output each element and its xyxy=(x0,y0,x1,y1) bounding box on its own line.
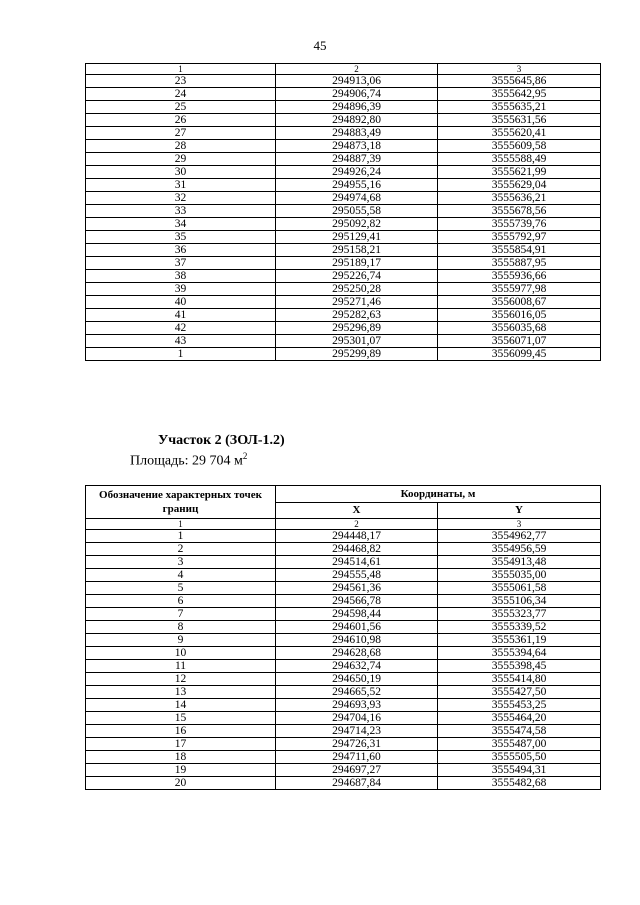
x-coordinate-cell: 294566,78 xyxy=(276,595,438,608)
x-coordinate-cell: 294711,60 xyxy=(276,751,438,764)
x-coordinate-cell: 294726,31 xyxy=(276,738,438,751)
point-number-cell: 14 xyxy=(86,699,276,712)
table-row xyxy=(86,218,601,231)
point-number-cell: 25 xyxy=(86,101,276,114)
y-coordinate-cell: 3554962,77 xyxy=(438,530,601,543)
x-coordinate-cell: 294926,24 xyxy=(276,166,438,179)
table-row xyxy=(86,764,601,777)
x-coordinate-cell: 295301,07 xyxy=(276,335,438,348)
y-coordinate-cell: 3555414,80 xyxy=(438,673,601,686)
x-coordinate-cell: 294883,49 xyxy=(276,127,438,140)
point-number-cell: 39 xyxy=(86,283,276,296)
point-number-cell: 15 xyxy=(86,712,276,725)
point-number-cell: 38 xyxy=(86,270,276,283)
point-number-cell: 30 xyxy=(86,166,276,179)
y-coordinate-cell: 3556099,45 xyxy=(438,348,601,361)
x-coordinate-cell: 295129,41 xyxy=(276,231,438,244)
point-number-cell: 19 xyxy=(86,764,276,777)
y-coordinate-cell: 3555106,34 xyxy=(438,595,601,608)
y-coordinate-cell: 3555339,52 xyxy=(438,621,601,634)
table-row xyxy=(86,712,601,725)
table-row xyxy=(86,777,601,790)
table-row xyxy=(86,738,601,751)
point-number-cell: 36 xyxy=(86,244,276,257)
table-row xyxy=(86,88,601,101)
table-row xyxy=(86,101,601,114)
point-number-cell: 9 xyxy=(86,634,276,647)
x-coordinate-cell: 294913,06 xyxy=(276,75,438,88)
y-coordinate-cell: 3555854,91 xyxy=(438,244,601,257)
table-row xyxy=(86,309,601,322)
table-row xyxy=(86,556,601,569)
point-number-cell: 23 xyxy=(86,75,276,88)
table-row xyxy=(86,569,601,582)
x-coordinate-cell: 294468,82 xyxy=(276,543,438,556)
x-coordinate-cell: 294650,19 xyxy=(276,673,438,686)
column-number-row xyxy=(86,64,601,75)
point-number-cell: 17 xyxy=(86,738,276,751)
x-coordinate-cell: 295299,89 xyxy=(276,348,438,361)
y-coordinate-cell: 3555936,66 xyxy=(438,270,601,283)
column-number: 2 xyxy=(276,64,438,75)
point-number-cell: 11 xyxy=(86,660,276,673)
page-number: 45 xyxy=(313,38,327,53)
table-row xyxy=(86,673,601,686)
point-number-cell: 37 xyxy=(86,257,276,270)
x-coordinate-cell: 295189,17 xyxy=(276,257,438,270)
table-row xyxy=(86,725,601,738)
y-coordinate-cell: 3555394,64 xyxy=(438,647,601,660)
table-row xyxy=(86,231,601,244)
x-coordinate-cell: 295271,46 xyxy=(276,296,438,309)
x-coordinate-cell: 294873,18 xyxy=(276,140,438,153)
table-row xyxy=(86,634,601,647)
table-row xyxy=(86,270,601,283)
x-coordinate-cell: 294628,68 xyxy=(276,647,438,660)
y-coordinate-cell: 3554956,59 xyxy=(438,543,601,556)
y-coordinate-cell: 3555620,41 xyxy=(438,127,601,140)
point-number-cell: 13 xyxy=(86,686,276,699)
x-coordinate-cell: 294448,17 xyxy=(276,530,438,543)
header-coordinates: Координаты, м xyxy=(276,486,601,503)
area-unit-superscript: 2 xyxy=(242,451,248,461)
section-area xyxy=(130,451,247,470)
x-coordinate-cell: 294598,44 xyxy=(276,608,438,621)
column-number: 1 xyxy=(86,64,276,75)
column-number: 1 xyxy=(86,519,276,530)
y-coordinate-cell: 3555464,20 xyxy=(438,712,601,725)
area-label: Площадь: 29 704 м xyxy=(130,453,243,469)
table-header-row xyxy=(86,486,601,503)
point-number-cell: 43 xyxy=(86,335,276,348)
table-row xyxy=(86,114,601,127)
point-number-cell: 12 xyxy=(86,673,276,686)
header-y: Y xyxy=(438,502,601,519)
table-row xyxy=(86,283,601,296)
y-coordinate-cell: 3555739,76 xyxy=(438,218,601,231)
column-number-row xyxy=(86,519,601,530)
x-coordinate-cell: 295296,89 xyxy=(276,322,438,335)
column-number: 3 xyxy=(438,519,601,530)
y-coordinate-cell: 3556035,68 xyxy=(438,322,601,335)
point-number-cell: 10 xyxy=(86,647,276,660)
y-coordinate-cell: 3555361,19 xyxy=(438,634,601,647)
header-points: Обозначение характерных точек границ xyxy=(86,486,276,519)
table-row xyxy=(86,140,601,153)
table-row xyxy=(86,335,601,348)
y-coordinate-cell: 3555505,50 xyxy=(438,751,601,764)
x-coordinate-cell: 295092,82 xyxy=(276,218,438,231)
x-coordinate-cell: 294665,52 xyxy=(276,686,438,699)
point-number-cell: 29 xyxy=(86,153,276,166)
y-coordinate-cell: 3555631,56 xyxy=(438,114,601,127)
x-coordinate-cell: 294704,16 xyxy=(276,712,438,725)
y-coordinate-cell: 3555494,31 xyxy=(438,764,601,777)
point-number-cell: 3 xyxy=(86,556,276,569)
coordinates-table xyxy=(85,485,601,790)
point-number-cell: 8 xyxy=(86,621,276,634)
table-row xyxy=(86,244,601,257)
point-number-cell: 20 xyxy=(86,777,276,790)
table-row xyxy=(86,543,601,556)
point-number-cell: 28 xyxy=(86,140,276,153)
point-number-cell: 41 xyxy=(86,309,276,322)
table-row xyxy=(86,179,601,192)
y-coordinate-cell: 3554913,48 xyxy=(438,556,601,569)
header-x: X xyxy=(276,502,438,519)
table-row xyxy=(86,127,601,140)
x-coordinate-cell: 294610,98 xyxy=(276,634,438,647)
x-coordinate-cell: 294955,16 xyxy=(276,179,438,192)
y-coordinate-cell: 3555323,77 xyxy=(438,608,601,621)
column-number: 3 xyxy=(438,64,601,75)
x-coordinate-cell: 294555,48 xyxy=(276,569,438,582)
x-coordinate-cell: 295158,21 xyxy=(276,244,438,257)
table-row xyxy=(86,192,601,205)
point-number-cell: 31 xyxy=(86,179,276,192)
x-coordinate-cell: 294693,93 xyxy=(276,699,438,712)
y-coordinate-cell: 3555474,58 xyxy=(438,725,601,738)
x-coordinate-cell: 295226,74 xyxy=(276,270,438,283)
y-coordinate-cell: 3555636,21 xyxy=(438,192,601,205)
table-row xyxy=(86,530,601,543)
y-coordinate-cell: 3555792,97 xyxy=(438,231,601,244)
table-row xyxy=(86,751,601,764)
table-row xyxy=(86,166,601,179)
y-coordinate-cell: 3555642,95 xyxy=(438,88,601,101)
table-row xyxy=(86,205,601,218)
x-coordinate-cell: 294561,36 xyxy=(276,582,438,595)
point-number-cell: 42 xyxy=(86,322,276,335)
x-coordinate-cell: 295282,63 xyxy=(276,309,438,322)
y-coordinate-cell: 3556071,07 xyxy=(438,335,601,348)
point-number-cell: 16 xyxy=(86,725,276,738)
point-number-cell: 6 xyxy=(86,595,276,608)
point-number-cell: 5 xyxy=(86,582,276,595)
point-number-cell: 24 xyxy=(86,88,276,101)
table-row xyxy=(86,699,601,712)
y-coordinate-cell: 3555487,00 xyxy=(438,738,601,751)
table-row xyxy=(86,322,601,335)
point-number-cell: 1 xyxy=(86,348,276,361)
y-coordinate-cell: 3555588,49 xyxy=(438,153,601,166)
table-row xyxy=(86,153,601,166)
table-row xyxy=(86,595,601,608)
x-coordinate-cell: 294714,23 xyxy=(276,725,438,738)
x-coordinate-cell: 294697,27 xyxy=(276,764,438,777)
x-coordinate-cell: 294632,74 xyxy=(276,660,438,673)
table-row xyxy=(86,660,601,673)
point-number-cell: 33 xyxy=(86,205,276,218)
point-number-cell: 1 xyxy=(86,530,276,543)
y-coordinate-cell: 3555398,45 xyxy=(438,660,601,673)
y-coordinate-cell: 3555061,58 xyxy=(438,582,601,595)
point-number-cell: 7 xyxy=(86,608,276,621)
y-coordinate-cell: 3555635,21 xyxy=(438,101,601,114)
table-row xyxy=(86,582,601,595)
x-coordinate-cell: 294892,80 xyxy=(276,114,438,127)
point-number-cell: 35 xyxy=(86,231,276,244)
table-row xyxy=(86,348,601,361)
y-coordinate-cell: 3555977,98 xyxy=(438,283,601,296)
column-number: 2 xyxy=(276,519,438,530)
y-coordinate-cell: 3555678,56 xyxy=(438,205,601,218)
y-coordinate-cell: 3555887,95 xyxy=(438,257,601,270)
y-coordinate-cell: 3555629,04 xyxy=(438,179,601,192)
y-coordinate-cell: 3556016,05 xyxy=(438,309,601,322)
table-row xyxy=(86,257,601,270)
table-row xyxy=(86,686,601,699)
table-row xyxy=(86,608,601,621)
x-coordinate-cell: 294974,68 xyxy=(276,192,438,205)
point-number-cell: 40 xyxy=(86,296,276,309)
y-coordinate-cell: 3556008,67 xyxy=(438,296,601,309)
y-coordinate-cell: 3555427,50 xyxy=(438,686,601,699)
point-number-cell: 18 xyxy=(86,751,276,764)
x-coordinate-cell: 294887,39 xyxy=(276,153,438,166)
table-row xyxy=(86,296,601,309)
y-coordinate-cell: 3555645,86 xyxy=(438,75,601,88)
point-number-cell: 34 xyxy=(86,218,276,231)
x-coordinate-cell: 294906,74 xyxy=(276,88,438,101)
x-coordinate-cell: 294601,56 xyxy=(276,621,438,634)
table-row xyxy=(86,647,601,660)
point-number-cell: 32 xyxy=(86,192,276,205)
table-row xyxy=(86,621,601,634)
y-coordinate-cell: 3555453,25 xyxy=(438,699,601,712)
x-coordinate-cell: 295250,28 xyxy=(276,283,438,296)
coordinates-table-continued xyxy=(85,63,601,361)
y-coordinate-cell: 3555609,58 xyxy=(438,140,601,153)
point-number-cell: 2 xyxy=(86,543,276,556)
point-number-cell: 26 xyxy=(86,114,276,127)
table-row xyxy=(86,75,601,88)
y-coordinate-cell: 3555621,99 xyxy=(438,166,601,179)
point-number-cell: 27 xyxy=(86,127,276,140)
x-coordinate-cell: 294896,39 xyxy=(276,101,438,114)
x-coordinate-cell: 294687,84 xyxy=(276,777,438,790)
y-coordinate-cell: 3555482,68 xyxy=(438,777,601,790)
point-number-cell: 4 xyxy=(86,569,276,582)
y-coordinate-cell: 3555035,00 xyxy=(438,569,601,582)
section-title: Участок 2 (ЗОЛ-1.2) xyxy=(158,433,285,448)
x-coordinate-cell: 294514,61 xyxy=(276,556,438,569)
x-coordinate-cell: 295055,58 xyxy=(276,205,438,218)
